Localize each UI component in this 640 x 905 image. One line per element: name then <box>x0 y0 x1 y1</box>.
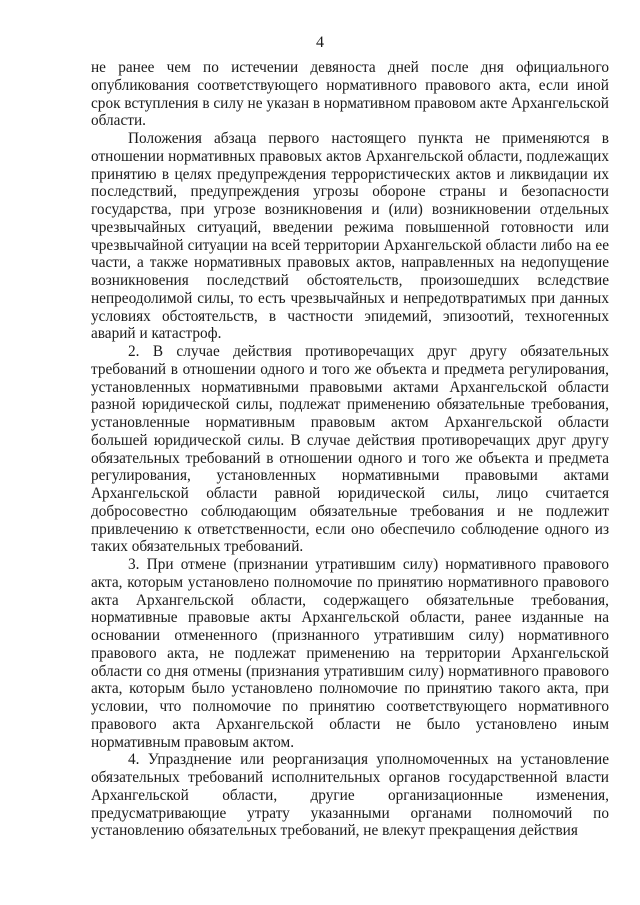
paragraph: Положения абзаца первого настоящего пункта не применяются в отношении нормативных правовых актов Архангельской области, подлежащих принятию в целях предупреждения террористических актов и ликвидации их последствий, предупреждения угрозы обороне страны и безопасности государства, при угрозе возникновения и (или) возникновении отдельных чрезвычайных ситуаций, введении режима повышенной готовности или чрезвычайной ситуации на всей территории Архангельской области либо на ее части, а также нормативных правовых актов, направленных на недопущение возникновения последствий обстоятельств, произошедших вследствие непреодолимой силы, то есть чрезвычайных и непредотвратимых при данных условиях обстоятельств, в частности эпидемий, эпизоотий, техногенных аварий и катастроф. <box>91 130 609 343</box>
paragraph: 4. Упразднение или реорганизация уполномоченных на установление обязательных требований исполнительных органов государственной власти Архангельской области, другие организационные изменения, предусматривающие утрату указанными органами полномочий по установлению обязательных требований, не влекут прекращения действия <box>91 751 609 840</box>
paragraph: 3. При отмене (признании утратившим силу) нормативного правового акта, которым установлено полномочие по принятию нормативного правового акта Архангельской области, содержащего обязательные требования, нормативные правовые акты Архангельской области, ранее изданные на основании отмененного (признанного утратившим силу) нормативного правового акта, не подлежат применению на территории Архангельской области со дня отмены (признания утратившим силу) нормативного правового акта, которым было установлено полномочие по принятию такого акта, при условии, что полномочие по принятию соответствующего нормативного правового акта Архангельской области не было установлено иным нормативным правовым актом. <box>91 556 609 751</box>
paragraph: 2. В случае действия противоречащих друг другу обязательных требований в отношении одного и того же объекта и предмета регулирования, установленных нормативными правовыми актами Архангельской области разной юридической силы, подлежат применению обязательные требования, установленные нормативным правовым актом Архангельской области большей юридической силы. В случае действия противоречащих друг другу обязательных требований в отношении одного и того же объекта и предмета регулирования, установленных нормативными правовыми актами Архангельской области равной юридической силы, лицо считается добросовестно соблюдающим обязательные требования и не подлежит привлечению к ответственности, если оно обеспечило соблюдение одного из таких обязательных требований. <box>91 343 609 556</box>
paragraph: не ранее чем по истечении девяноста дней после дня официального опубликования соответствующего нормативного правового акта, если иной срок вступления в силу не указан в нормативном правовом акте Архангельской области. <box>91 59 609 130</box>
page-number: 4 <box>316 34 324 51</box>
document-body <box>91 59 609 840</box>
